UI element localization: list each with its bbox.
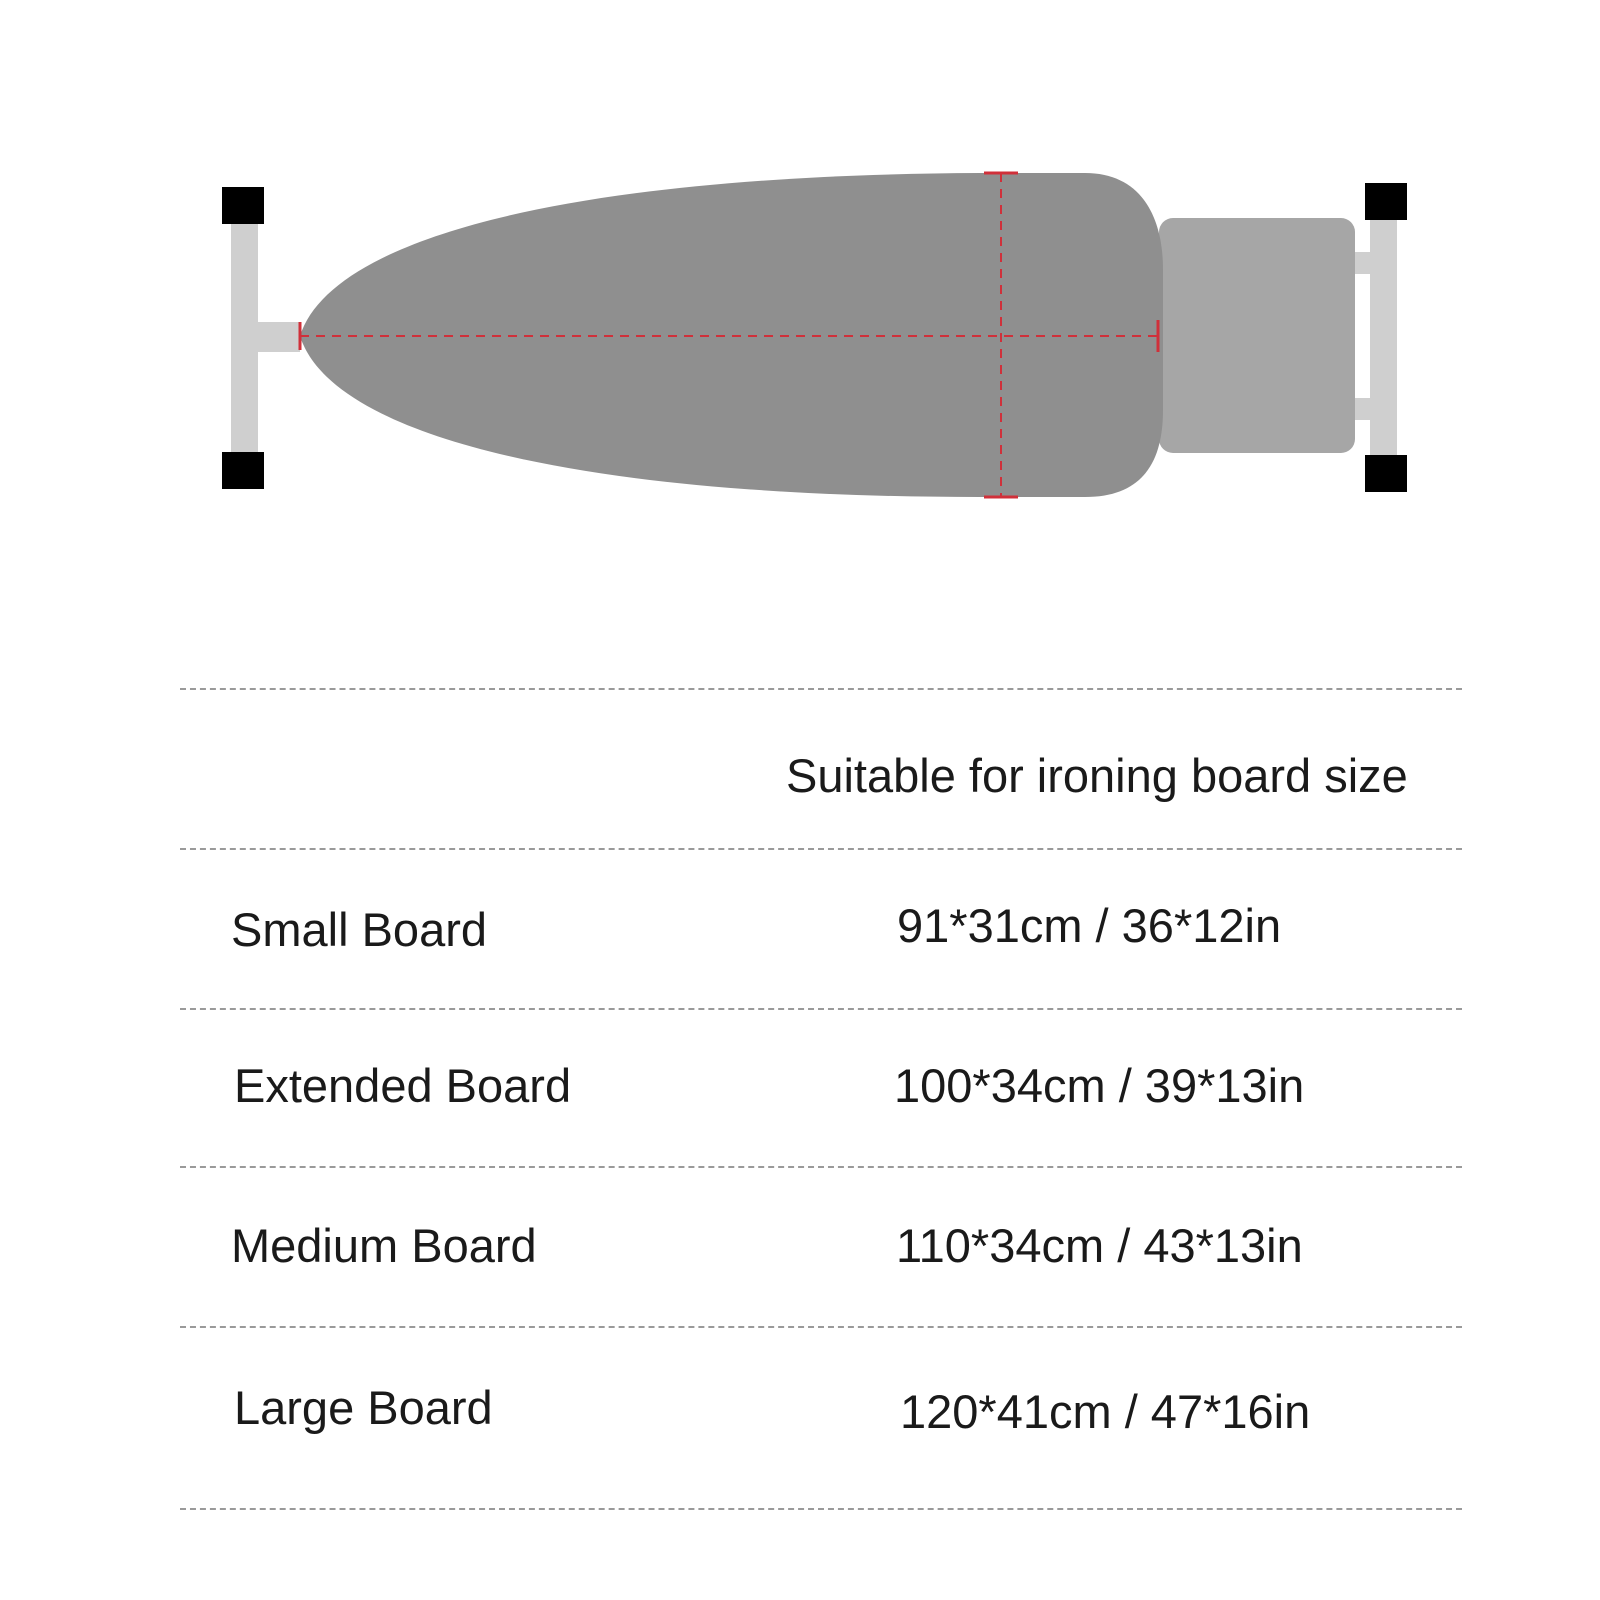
table-divider (180, 1166, 1462, 1168)
row-label: Medium Board (231, 1219, 537, 1272)
row-size: 110*34cm / 43*13in (896, 1219, 1303, 1272)
table-divider (180, 1508, 1462, 1510)
left-leg (222, 187, 300, 489)
leg-foot-icon (222, 452, 264, 489)
row-label: Extended Board (234, 1059, 572, 1112)
row-size: 120*41cm / 47*16in (900, 1385, 1311, 1438)
row-size: 91*31cm / 36*12in (897, 899, 1282, 952)
row-size: 100*34cm / 39*13in (894, 1059, 1305, 1112)
table-divider (180, 688, 1462, 690)
iron-rest-icon (1159, 218, 1355, 453)
row-label: Large Board (234, 1381, 493, 1434)
table-divider (180, 848, 1462, 850)
leg-foot-icon (222, 187, 264, 224)
right-leg (1350, 183, 1407, 492)
ironing-board-diagram (0, 0, 1600, 600)
table-header: Suitable for ironing board size (786, 749, 1408, 802)
table-divider (180, 1326, 1462, 1328)
leg-foot-icon (1365, 183, 1407, 220)
leg-foot-icon (1365, 455, 1407, 492)
row-label: Small Board (231, 903, 487, 956)
table-divider (180, 1008, 1462, 1010)
